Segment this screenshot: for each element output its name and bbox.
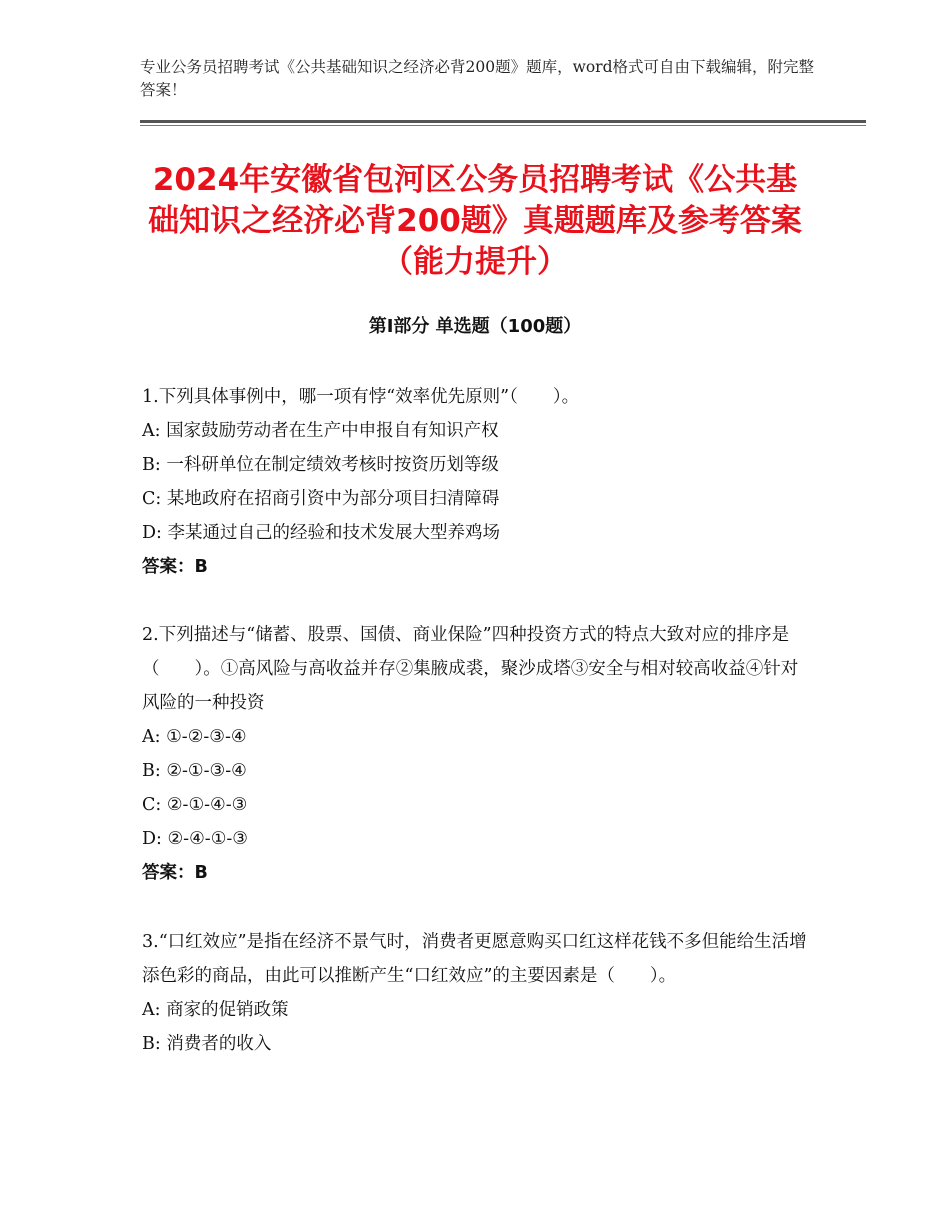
option-c: C: 某地政府在招商引资中为部分项目扫清障碍 (142, 489, 500, 509)
question-1 (142, 380, 810, 584)
question-stem: 1.下列具体事例中，哪一项有悖“效率优先原则”（ ）。 (142, 387, 580, 407)
section-heading: 第Ⅰ部分 单选题（100题） (368, 316, 582, 337)
option-d: D: 李某通过自己的经验和技术发展大型养鸡场 (142, 523, 500, 543)
option-a: A: ①-②-③-④ (142, 727, 247, 747)
question-3 (142, 925, 810, 1061)
header-note: 专业公务员招聘考试《公共基础知识之经济必背200题》题库，word格式可自由下载编辑，附完整答案！ (140, 58, 815, 99)
option-b: B: 消费者的收入 (142, 1034, 272, 1054)
header-rule-thin (140, 125, 866, 126)
answer: 答案：B (142, 863, 208, 883)
option-a: A: 国家鼓励劳动者在生产中申报自有知识产权 (142, 421, 499, 441)
option-d: D: ②-④-①-③ (142, 829, 248, 849)
option-b: B: ②-①-③-④ (142, 761, 247, 781)
option-c: C: ②-①-④-③ (142, 795, 248, 815)
document-title: 2024年安徽省包河区公务员招聘考试《公共基础知识之经济必背200题》真题题库及参考答案（能力提升） (148, 162, 802, 280)
question-2 (142, 618, 810, 890)
header-rule-thick (140, 120, 866, 123)
option-b: B: 一科研单位在制定绩效考核时按资历划等级 (142, 455, 499, 475)
question-stem: 3.“口红效应”是指在经济不景气时，消费者更愿意购买口红这样花钱不多但能给生活增添色彩的商品，由此可以推断产生“口红效应”的主要因素是（ ）。 (142, 932, 807, 986)
question-stem: 2.下列描述与“储蓄、股票、国债、商业保险”四种投资方式的特点大致对应的排序是（ ）。①高风险与高收益并存②集腋成裘，聚沙成塔③安全与相对较高收益④针对风险的一种投资 (142, 625, 799, 713)
answer: 答案：B (142, 557, 208, 577)
option-a: A: 商家的促销政策 (142, 1000, 289, 1020)
